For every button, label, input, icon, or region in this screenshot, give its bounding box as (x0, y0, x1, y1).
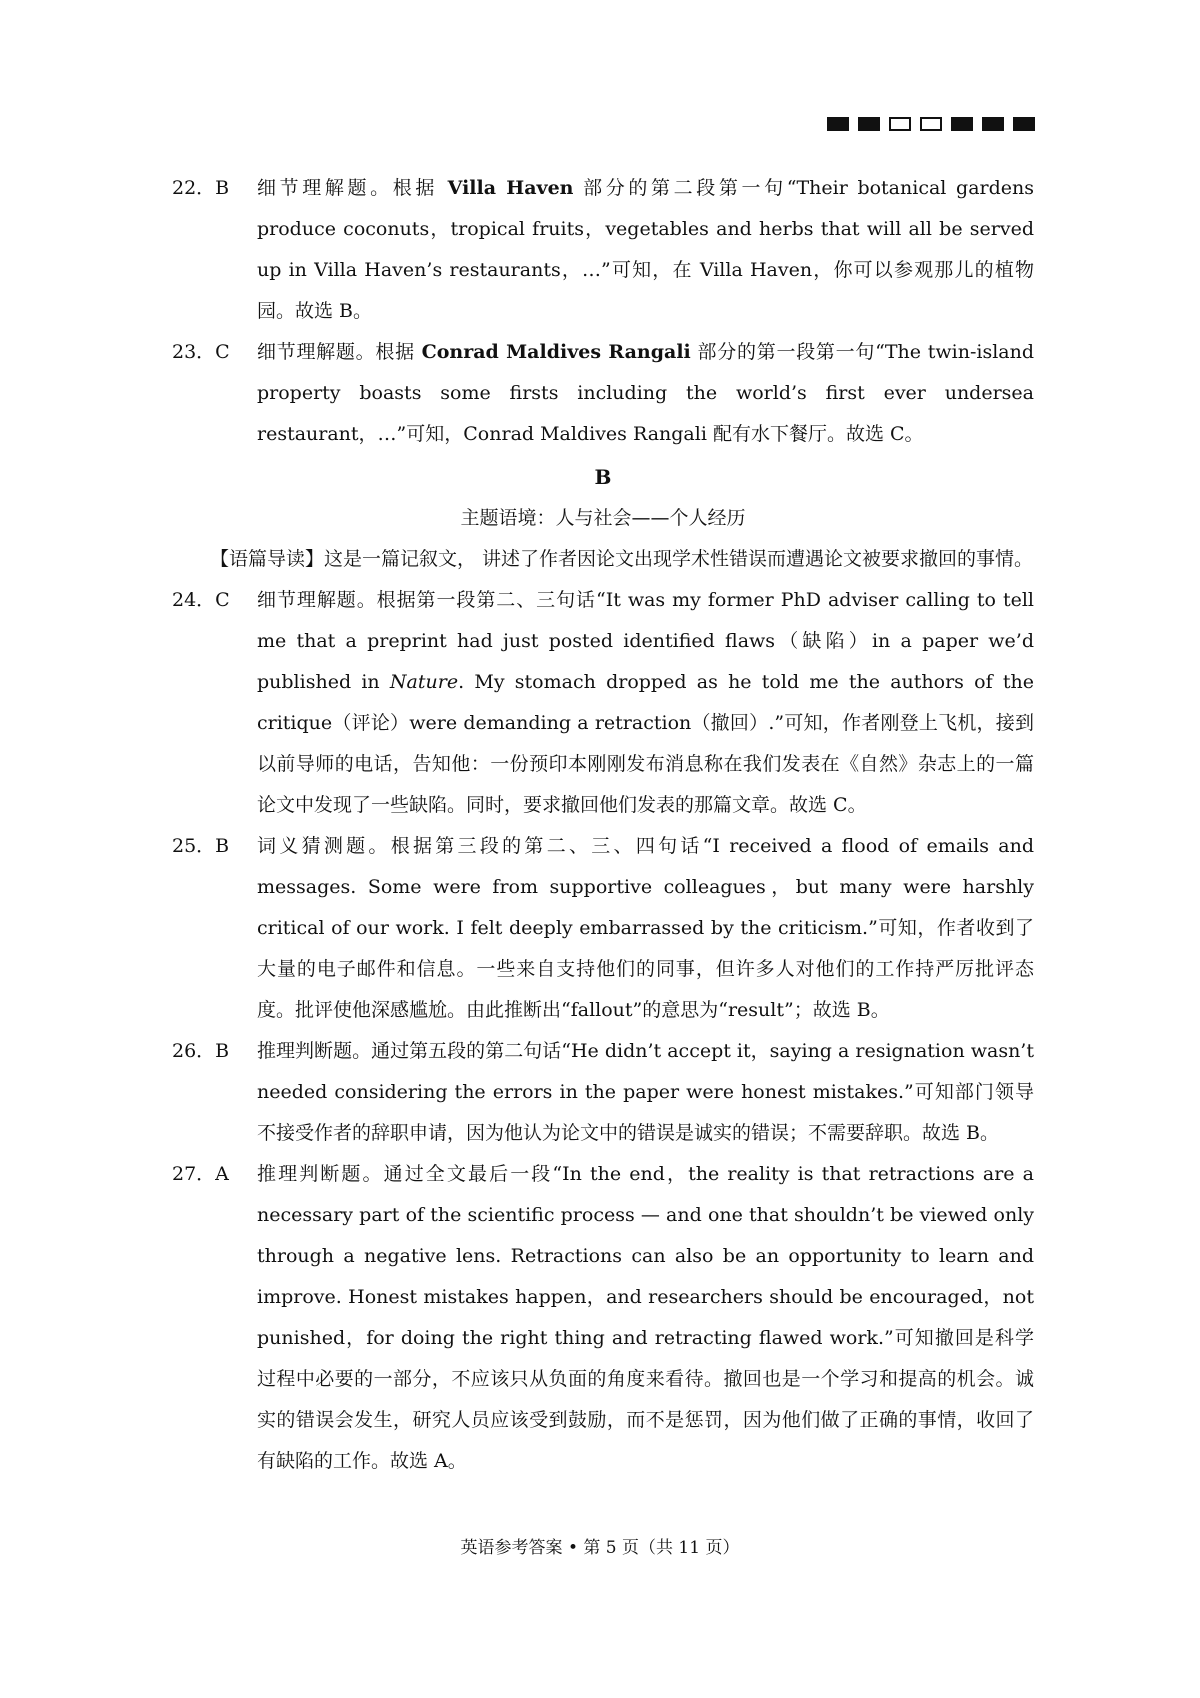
answer-explanation (257, 580, 1034, 826)
bold-term: Villa Haven (447, 177, 574, 199)
answer-number: 25．B (172, 835, 230, 857)
answer-explanation (257, 826, 1034, 1031)
explanation-text: 推理判断题。通过全文最后一段“In the end，the reality is that retractions are a necessary part of the scientific process — and one that shouldn’t be viewed only through a negative lens. Retractions can also be an opportunity to learn and improve. Honest mistakes happen，and researchers should be encouraged，not punished，for doing the right thing and retracting flawed work.”可知撤回是科学过程中必要的一部分，不应该只从负面的角度来看待。撤回也是一个学习和提高的机会。诚实的错误会发生，研究人员应该受到鼓励，而不是惩罚，因为他们做了正确的事情，收回了有缺陷的工作。故选 A。 (257, 1163, 1034, 1472)
answer-item (172, 1154, 1034, 1482)
section-title: 主题语境：人与社会——个人经历 (460, 507, 746, 529)
passage-intro: 【语篇导读】这是一篇记叙文， 讲述了作者因论文出现学术性错误而遭遇论文被要求撤回的事情。 (210, 548, 1034, 570)
filled-square-icon (951, 117, 973, 131)
filled-square-icon (982, 117, 1004, 131)
bold-term: Conrad Maldives Rangali (421, 341, 691, 363)
answer-explanation (257, 332, 1034, 455)
explanation-text: 词义猜测题。根据第三段的第二、三、四句话“I received a flood of emails and messages. Some were from supportive colleagues，but many were harshly critical of our work. I felt deeply embarrassed by the criticism.”可知，作者收到了大量的电子邮件和信息。一些来自支持他们的同事，但许多人对他们的工作持严厉批评态度。批评使他深感尴尬。由此推断出“fallout”的意思为“result”；故选 B。 (257, 835, 1034, 1021)
page-footer: 英语参考答案 • 第 5 页（共 11 页） (460, 1538, 740, 1558)
answer-number: 23．C (172, 341, 230, 363)
explanation-text: 细节理解题。根据 (257, 177, 448, 199)
header-marks (827, 117, 1035, 131)
empty-square-icon (920, 117, 942, 131)
explanation-text: 部分的第二段第一句“Their botanical gardens produce coconuts，tropical fruits，vegetables and herbs that will all be served up in Villa Haven’s restaurants，…”可知，在 Villa Haven，你可以参观那儿的植物园。故选 B。 (257, 177, 1034, 322)
answer-explanation (257, 1154, 1034, 1482)
explanation-text: 细节理解题。根据 (257, 341, 422, 363)
answer-content (172, 168, 1034, 1482)
explanation-text: 部分的第一段第一句“The twin-island property boasts some firsts including the world’s first ever undersea restaurant，…”可知，Conrad Maldives Rangali 配有水下餐厅。故选 C。 (257, 341, 1034, 445)
italic-term: Nature (389, 671, 459, 693)
answer-explanation (257, 168, 1034, 332)
answer-explanation (257, 1031, 1034, 1154)
answer-number: 22．B (172, 177, 230, 199)
filled-square-icon (1013, 117, 1035, 131)
answer-item (172, 580, 1034, 826)
answer-list-b (172, 580, 1034, 1482)
answer-list-a (172, 168, 1034, 455)
explanation-text: 推理判断题。通过第五段的第二句话“He didn’t accept it，saying a resignation wasn’t needed considering the errors in the paper were honest mistakes.”可知部门领导不接受作者的辞职申请，因为他认为论文中的错误是诚实的错误；不需要辞职。故选 B。 (257, 1040, 1034, 1144)
explanation-text: 细节理解题。根据第一段第二、三句话“It was my former PhD adviser calling to tell me that a preprint had just posted identified flaws（缺陷）in a paper we’d published in (257, 589, 1034, 693)
explanation-text: . My stomach dropped as he told me the authors of the critique（评论）were demanding a retraction（撤回）.”可知，作者刚登上飞机，接到以前导师的电话，告知他：一份预印本刚刚发布消息称在我们发表在《自然》杂志上的一篇论文中发现了一些缺陷。同时，要求撤回他们发表的那篇文章。故选 C。 (257, 671, 1034, 816)
filled-square-icon (858, 117, 880, 131)
filled-square-icon (827, 117, 849, 131)
section-letter: B (594, 465, 612, 489)
answer-item (172, 168, 1034, 332)
empty-square-icon (889, 117, 911, 131)
answer-number: 26．B (172, 1040, 230, 1062)
answer-item (172, 826, 1034, 1031)
answer-number: 27．A (172, 1163, 229, 1185)
answer-number: 24．C (172, 589, 230, 611)
answer-item (172, 1031, 1034, 1154)
answer-item (172, 332, 1034, 455)
